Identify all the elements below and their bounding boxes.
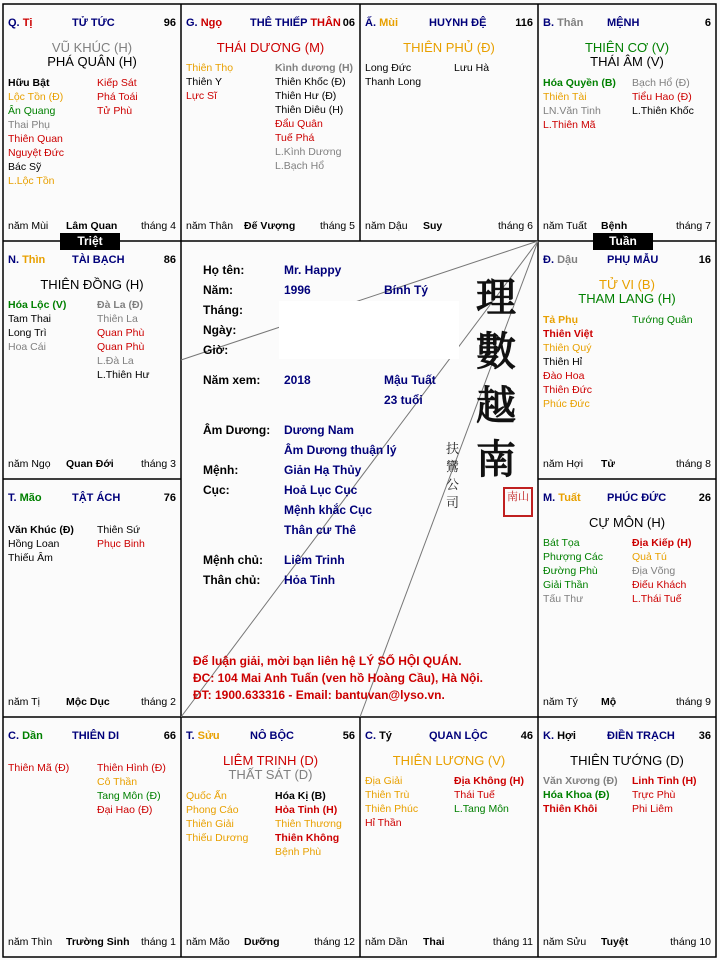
palace-can: G.	[186, 17, 198, 29]
main-star: THAM LANG (H)	[578, 291, 676, 306]
main-stars	[360, 753, 538, 768]
palace-year: năm Hợi	[543, 458, 584, 470]
minor-star: Phục Binh	[97, 538, 145, 550]
palace-name: TỬ TỨC	[72, 17, 115, 29]
star-column-right	[632, 536, 692, 606]
main-star: THIÊN TƯỚNG (D)	[570, 753, 684, 768]
minor-star: L.Thiên Khốc	[632, 105, 694, 117]
palace-chi: Hợi	[557, 730, 576, 742]
minor-star: Bệnh Phù	[275, 846, 322, 858]
palace-year: năm Tuất	[543, 220, 587, 232]
palace-chi: Thìn	[22, 254, 46, 266]
main-stars	[181, 753, 360, 782]
minor-star: Long Trì	[8, 327, 47, 339]
palace-hoi	[538, 717, 716, 957]
minor-star: L.Lộc Tồn	[8, 175, 55, 187]
minor-star: Phúc Đức	[543, 398, 590, 410]
palace-can: T.	[8, 492, 17, 504]
minor-star: Thiên Hình (Đ)	[97, 762, 166, 774]
minor-star: Hóa Khoa (Đ)	[543, 789, 610, 801]
main-star: VŨ KHÚC (H)	[51, 40, 133, 55]
main-stars	[538, 753, 716, 768]
star-column-left	[365, 774, 418, 830]
minor-star: Tuế Phá	[275, 132, 315, 144]
star-column-right	[97, 761, 166, 817]
minor-star: Bác Sỹ	[8, 161, 42, 173]
palace-chi: Ngọ	[200, 17, 223, 29]
palace-footer	[8, 936, 176, 949]
truong-sinh: Thai	[423, 936, 445, 948]
palace-can: Ấ.	[365, 17, 376, 29]
minor-star: Thiên Phúc	[365, 803, 419, 815]
palace-year: năm Mão	[186, 936, 230, 948]
minor-star: Thiên Hư (Đ)	[275, 90, 337, 102]
minor-star: L.Kình Dương	[275, 146, 342, 158]
palace-header	[543, 17, 711, 31]
calligraphy-subtitle: 扶 鸞 公 司	[446, 442, 460, 511]
minor-star: Long Đức	[365, 62, 412, 74]
minor-star: Hóa Quyền (B)	[543, 77, 616, 89]
palace-header	[543, 730, 711, 744]
truong-sinh: Dưỡng	[244, 936, 280, 948]
palace-chi: Thân	[557, 17, 584, 29]
palace-header	[8, 17, 176, 31]
minor-star: Cô Thần	[97, 776, 138, 788]
palace-header	[365, 730, 533, 744]
main-star: THIÊN PHỦ (Đ)	[403, 40, 495, 55]
contact-line: ĐC: 104 Mai Anh Tuấn (ven hồ Hoàng Cầu), Hà Nội.	[193, 671, 484, 685]
main-star: LIÊM TRINH (D)	[222, 753, 319, 768]
contact-line: Để luận giải, mời bạn liên hệ LÝ SỐ HỘI QUÁN.	[193, 654, 462, 668]
palace-year: năm Dần	[365, 936, 408, 948]
main-star: THIÊN LƯƠNG (V)	[392, 753, 506, 768]
palace-chi: Mùi	[379, 17, 399, 29]
minor-star: Tử Phù	[97, 105, 133, 117]
star-column-right	[632, 313, 693, 327]
minor-star: Địa Võng	[632, 565, 676, 577]
minor-star: Hoa Cái	[8, 341, 46, 353]
minor-star: Giải Thần	[543, 579, 589, 591]
palace-month: tháng 5	[319, 220, 355, 232]
palace-name: QUAN LỘC	[429, 730, 488, 742]
minor-star: Tấu Thư	[543, 593, 584, 605]
minor-star: Thiên Không	[275, 832, 340, 844]
center-info-panel	[181, 241, 538, 717]
main-stars	[538, 40, 716, 69]
value-nam-xem: 2018	[284, 373, 311, 387]
minor-star: Thiên Quý	[543, 342, 592, 354]
palace-header	[186, 730, 355, 744]
palace-month: tháng 3	[140, 458, 176, 470]
minor-star: Thiên Trù	[365, 789, 410, 801]
palace-dan	[3, 717, 181, 957]
minor-star: Thiên Thọ	[186, 62, 234, 74]
label-nam-xem: Năm xem:	[203, 373, 261, 387]
star-column-right	[97, 298, 150, 382]
main-stars	[3, 40, 181, 69]
contact-info	[193, 653, 483, 704]
star-column-right	[454, 774, 524, 816]
truong-sinh: Tuyệt	[601, 936, 629, 948]
minor-star: Bạch Hổ (Đ)	[632, 77, 690, 89]
palace-footer	[543, 936, 711, 949]
label-ngay: Ngày:	[203, 323, 237, 337]
minor-star: Tang Môn (Đ)	[97, 790, 161, 802]
palace-name: MỆNH	[607, 17, 640, 29]
minor-star: Linh Tinh (H)	[632, 775, 697, 787]
truong-sinh: Đế Vượng	[244, 220, 296, 232]
minor-star: Thiên La	[97, 313, 138, 325]
palace-can: B.	[543, 17, 554, 29]
minor-star: Thiên Quan	[8, 133, 63, 145]
label-menh: Mệnh:	[203, 463, 239, 477]
minor-star: L.Đà La	[97, 355, 134, 367]
palace-month: tháng 1	[140, 936, 176, 948]
palace-footer	[8, 220, 176, 233]
label-menh-chu: Mệnh chủ:	[203, 553, 263, 567]
palace-header	[8, 254, 176, 268]
minor-star: Kiếp Sát	[97, 77, 137, 89]
minor-star: Thiên Khốc (Đ)	[275, 76, 346, 88]
minor-star: Đẩu Quân	[275, 118, 323, 130]
palace-footer	[365, 936, 533, 949]
minor-star: Đào Hoa	[543, 370, 585, 382]
palace-number: 06	[342, 17, 355, 29]
main-star: CỰ MÔN (H)	[588, 515, 666, 530]
main-stars	[360, 40, 538, 55]
minor-star: Phi Liêm	[632, 803, 673, 815]
palace-chi: Tị	[22, 17, 33, 29]
red-seal-stamp: 南山	[503, 487, 533, 517]
palace-name: PHÚC ĐỨC	[607, 492, 667, 504]
main-star: THÁI ÂM (V)	[590, 54, 664, 69]
minor-star: L.Bạch Hổ	[275, 160, 325, 172]
star-column-right	[632, 76, 694, 118]
palace-header	[8, 492, 176, 506]
minor-star: Thanh Long	[365, 76, 422, 88]
star-column-right	[97, 76, 138, 118]
palace-name: PHỤ MẪU	[607, 254, 659, 266]
palace-can: M.	[543, 492, 556, 504]
star-column-left	[543, 536, 603, 606]
palace-name: TẬT ÁCH	[72, 492, 121, 504]
truong-sinh: Mộc Dục	[66, 696, 110, 708]
palace-can: Q.	[8, 17, 20, 29]
palace-header	[186, 17, 355, 31]
value-menh: Giản Hạ Thủy	[284, 463, 362, 477]
star-column-left	[543, 313, 593, 411]
minor-star: L.Thiên Mã	[543, 119, 596, 131]
minor-star: Thiên Hỉ	[543, 356, 583, 368]
palace-ngo	[181, 4, 360, 241]
minor-star: Thiên Sứ	[97, 524, 141, 536]
value-nam-can-chi: Bính Tý	[384, 283, 428, 297]
palace-header	[365, 17, 533, 31]
palace-name: THÊ THIẾP THÂN	[250, 17, 341, 29]
star-column-left	[543, 774, 618, 816]
minor-star: Nguyệt Đức	[8, 147, 65, 159]
minor-star: Thiên Tài	[543, 91, 587, 103]
palace-number: 6	[704, 17, 711, 29]
minor-star: Đà La (Đ)	[97, 299, 144, 311]
label-am-duong: Âm Dương:	[203, 423, 271, 437]
minor-star: L.Tang Môn	[454, 803, 509, 815]
minor-star: Hỏa Tinh (H)	[275, 804, 338, 816]
minor-star: Quả Tú	[632, 551, 667, 563]
palace-number: 76	[163, 492, 176, 504]
minor-star: Thiên Khôi	[543, 803, 598, 815]
value-than-chu: Hỏa Tinh	[284, 573, 336, 587]
palace-year: năm Tý	[543, 696, 578, 708]
star-column-left	[8, 761, 69, 775]
palace-footer	[186, 936, 355, 949]
palace-month: tháng 7	[675, 220, 711, 232]
minor-star: Văn Xương (Đ)	[543, 775, 618, 787]
minor-star: Thai Phụ	[8, 119, 51, 131]
minor-star: Thiên Thương	[275, 818, 342, 830]
truong-sinh: Mộ	[601, 696, 617, 708]
palace-month: tháng 8	[675, 458, 711, 470]
label-than-chu: Thân chủ:	[203, 573, 261, 587]
palace-ty	[3, 4, 181, 241]
star-column-right	[275, 61, 353, 173]
contact-line: ĐT: 1900.633316 - Email: bantuvan@lyso.vn.	[193, 688, 445, 702]
main-star: THIÊN CƠ (V)	[584, 40, 670, 55]
star-column-left	[8, 523, 74, 565]
star-column-left	[186, 789, 248, 845]
palace-chi: Mão	[19, 492, 42, 504]
value-cuc-1: Hoả Lục Cục	[284, 483, 358, 497]
truong-sinh: Bệnh	[601, 220, 628, 232]
palace-footer	[365, 220, 533, 233]
minor-star: LN.Văn Tinh	[543, 105, 601, 117]
truong-sinh: Suy	[423, 220, 443, 232]
minor-star: Quan Phù	[97, 341, 145, 353]
palace-number: 46	[520, 730, 533, 742]
minor-star: Bát Tọa	[543, 537, 580, 549]
palace-than	[538, 4, 716, 241]
minor-star: Quốc Ấn	[186, 790, 227, 802]
minor-star: Phong Cáo	[186, 804, 239, 816]
minor-star: Quan Phù	[97, 327, 145, 339]
minor-star: Đại Hao (Đ)	[97, 804, 153, 816]
main-stars	[538, 515, 716, 530]
palace-name: ĐIỀN TRẠCH	[607, 730, 675, 742]
palace-year: năm Dậu	[365, 220, 408, 232]
minor-star: Phá Toái	[97, 91, 138, 103]
palace-year: năm Ngọ	[8, 458, 51, 470]
minor-star: Tam Thai	[8, 313, 51, 325]
minor-star: Tả Phụ	[543, 314, 579, 326]
minor-star: Phượng Các	[543, 551, 604, 563]
palace-number: 56	[342, 730, 355, 742]
palace-suu	[181, 717, 360, 957]
main-star: THÁI DƯƠNG (M)	[216, 40, 325, 55]
palace-month: tháng 11	[492, 936, 533, 948]
palace-month: tháng 10	[670, 936, 711, 948]
palace-month: tháng 6	[497, 220, 533, 232]
minor-star: L.Thiên Hư	[97, 369, 150, 381]
value-am-duong-1: Dương Nam	[284, 423, 354, 437]
main-stars	[3, 277, 181, 292]
value-menh-chu: Liêm Trinh	[284, 553, 345, 567]
minor-star: Tướng Quân	[632, 314, 693, 326]
palace-footer	[543, 458, 711, 471]
calligraphy-logo: 理 數 越 南	[476, 274, 516, 483]
palace-number: 96	[163, 17, 176, 29]
value-ho-ten: Mr. Happy	[284, 263, 342, 277]
palace-number: 66	[163, 730, 176, 742]
palace-can: K.	[543, 730, 554, 742]
palace-thin	[3, 241, 181, 479]
palace-year: năm Tị	[8, 696, 40, 708]
label-cuc: Cục:	[203, 483, 230, 497]
main-star: TỬ VI (B)	[599, 277, 655, 292]
minor-star: Lực Sĩ	[186, 90, 217, 102]
truong-sinh: Tử	[601, 458, 616, 470]
minor-star: Lộc Tồn (Đ)	[8, 91, 64, 103]
label-ho-ten: Họ tên:	[203, 263, 245, 277]
palace-footer	[543, 220, 711, 233]
star-column-right	[97, 523, 145, 551]
palace-dau	[538, 241, 716, 479]
palace-number: 116	[515, 17, 533, 29]
palace-can: N.	[8, 254, 19, 266]
palace-year: năm Thân	[186, 220, 234, 232]
minor-star: Hóa Kị (B)	[275, 790, 326, 802]
minor-star: Văn Khúc (Đ)	[8, 524, 74, 536]
triet-tag: Triệt	[60, 233, 120, 250]
palace-name: TÀI BẠCH	[72, 254, 125, 266]
palace-chi: Tý	[379, 730, 392, 742]
palace-year: năm Sửu	[543, 936, 587, 948]
palace-footer	[543, 696, 711, 709]
star-column-left	[8, 76, 64, 188]
palace-year: năm Mùi	[8, 220, 49, 232]
palace-footer	[8, 696, 176, 709]
star-column-left	[186, 61, 233, 103]
tuan-tag: Tuần	[593, 233, 653, 250]
palace-can: C.	[8, 730, 19, 742]
star-column-right	[632, 774, 697, 816]
value-tuoi: 23 tuổi	[384, 393, 423, 407]
main-stars	[538, 277, 716, 306]
palace-month: tháng 9	[675, 696, 711, 708]
palace-name: HUYNH ĐỆ	[429, 17, 487, 29]
minor-star: Thiếu Dương	[186, 832, 249, 844]
label-thang: Tháng:	[203, 303, 243, 317]
star-column-left	[8, 298, 66, 354]
star-column-right	[454, 61, 489, 75]
minor-star: Thiên Đức	[543, 384, 593, 396]
label-gio: Giờ:	[203, 343, 229, 357]
palace-number: 16	[698, 254, 711, 266]
palace-month: tháng 12	[314, 936, 355, 948]
palace-month: tháng 2	[140, 696, 176, 708]
value-nam: 1996	[284, 283, 311, 297]
palace-chi: Dần	[22, 730, 43, 742]
main-stars	[181, 40, 360, 55]
palace-footer	[186, 220, 355, 233]
minor-star: Tiểu Hao (Đ)	[632, 91, 692, 103]
minor-star: Thiên Giải	[186, 818, 234, 830]
palace-number: 86	[163, 254, 176, 266]
value-cuc-3: Thân cư Thê	[284, 523, 357, 537]
minor-star: Thiên Việt	[543, 328, 593, 340]
minor-star: Đường Phù	[543, 565, 598, 577]
palace-chi: Dậu	[557, 254, 578, 266]
minor-star: Ân Quang	[8, 105, 56, 117]
main-star: PHÁ QUÂN (H)	[47, 54, 137, 69]
minor-star: Thiếu Âm	[8, 552, 53, 564]
minor-star: Địa Không (H)	[454, 775, 524, 787]
minor-star: Hóa Lộc (V)	[8, 299, 67, 311]
palace-can: Đ.	[543, 254, 554, 266]
value-am-duong-2: Âm Dương thuận lý	[284, 443, 397, 457]
minor-star: Hỉ Thần	[365, 817, 402, 829]
palace-header	[8, 730, 176, 744]
minor-star: Thiên Diêu (H)	[275, 104, 344, 116]
value-cuc-2: Mệnh khắc Cục	[284, 503, 373, 517]
minor-star: Hữu Bật	[8, 77, 50, 89]
palace-chi: Sửu	[197, 730, 220, 742]
palace-year: năm Thìn	[8, 936, 53, 948]
star-column-left	[543, 76, 616, 132]
palace-header	[543, 492, 711, 506]
truong-sinh: Quan Đới	[66, 458, 114, 470]
palace-tuat	[538, 479, 716, 717]
minor-star: Thái Tuế	[454, 789, 495, 801]
palace-mao	[3, 479, 181, 717]
minor-star: Lưu Hà	[454, 62, 490, 74]
minor-star: Kình dương (H)	[275, 62, 354, 74]
main-star: THIÊN ĐỒNG (H)	[40, 277, 144, 292]
minor-star: Địa Giải	[365, 775, 403, 787]
label-nam: Năm:	[203, 283, 234, 297]
truong-sinh: Trường Sinh	[66, 936, 130, 948]
redacted-box	[279, 301, 459, 359]
palace-number: 26	[698, 492, 711, 504]
than-marker: THÂN	[310, 17, 341, 29]
truong-sinh: Lâm Quan	[66, 220, 118, 232]
palace-header	[543, 254, 711, 268]
star-column-right	[275, 789, 342, 859]
palace-can: T.	[186, 730, 195, 742]
palace-footer	[8, 458, 176, 471]
palace-ty2	[360, 717, 538, 957]
minor-star: Trực Phù	[632, 789, 676, 801]
main-star: THẤT SÁT (D)	[228, 767, 313, 782]
minor-star: Điếu Khách	[632, 579, 687, 591]
palace-number: 36	[698, 730, 711, 742]
star-column-left	[365, 61, 421, 89]
palace-can: C.	[365, 730, 376, 742]
palace-mui	[360, 4, 538, 241]
palace-month: tháng 4	[140, 220, 176, 232]
palace-chi: Tuất	[558, 492, 581, 504]
minor-star: L.Thái Tuế	[632, 593, 682, 605]
minor-star: Thiên Mã (Đ)	[8, 762, 70, 774]
palace-name: THIÊN DI	[72, 730, 120, 742]
palace-name: NÔ BỘC	[250, 730, 294, 742]
minor-star: Hồng Loan	[8, 538, 60, 550]
minor-star: Địa Kiếp (H)	[632, 537, 692, 549]
value-nam-xem-can-chi: Mậu Tuất	[384, 373, 436, 387]
minor-star: Thiên Y	[186, 76, 222, 88]
